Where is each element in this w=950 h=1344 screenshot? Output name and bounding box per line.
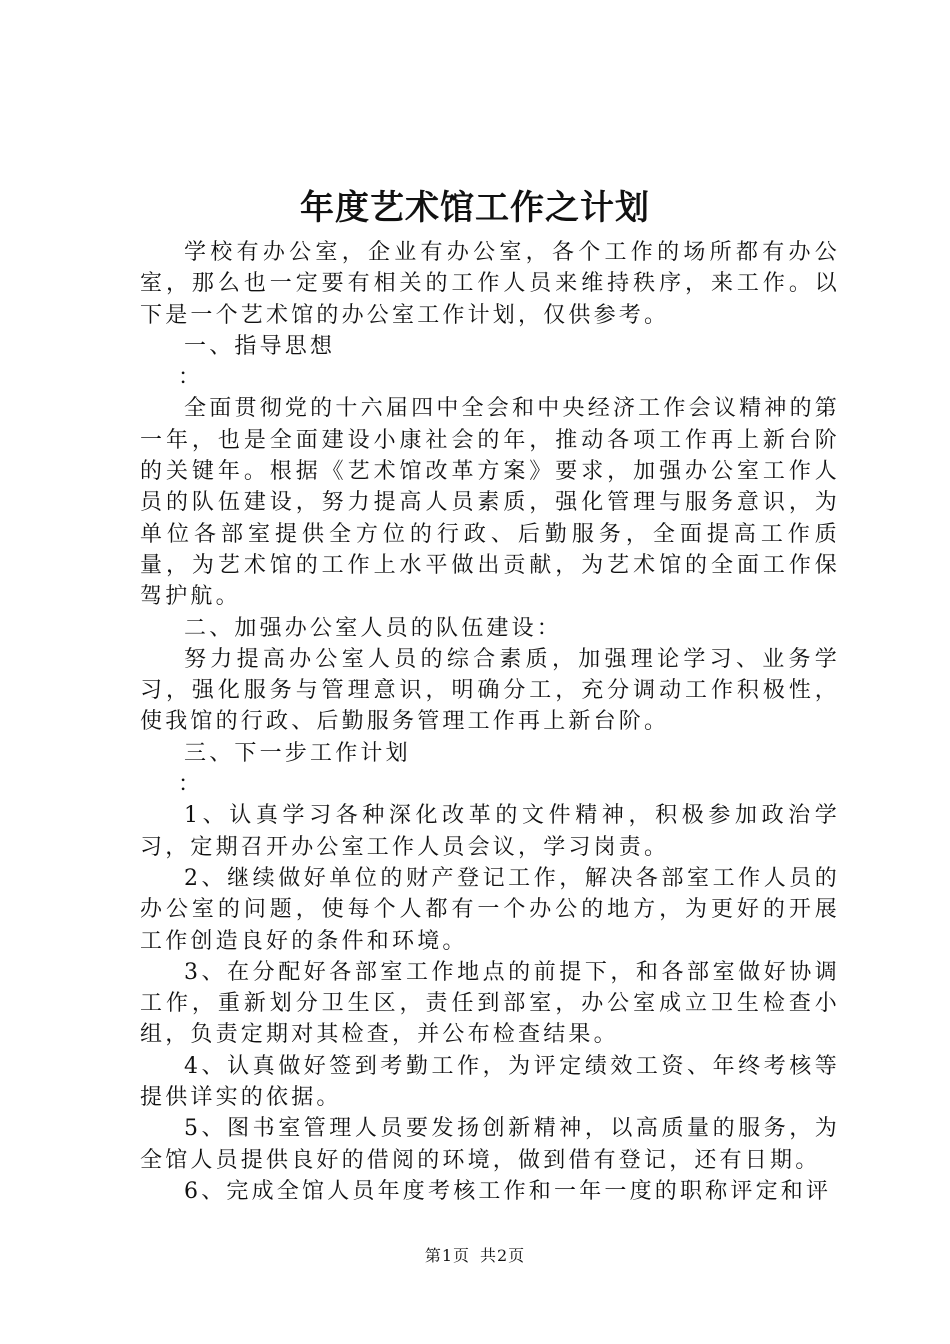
team-building-paragraph: 努力提高办公室人员的综合素质，加强理论学习、业务学习，强化服务与管理意识，明确分工，充分调动工作积极性，使我馆的行政、后勤服务管理工作再上新台阶。 — [140, 646, 840, 735]
guiding-thought-paragraph: 全面贯彻党的十六届四中全会和中央经济工作会议精神的第一年，也是全面建设小康社会的年，推动各项工作再上新台阶的关键年。根据《艺术馆改革方案》要求，加强办公室工作人员的队伍建设，努力提高人员素质，强化管理与服务意识，为单位各部室提供全方位的行政、后勤服务，全面提高工作质量，为艺术馆的工作上水平做出贡献，为艺术馆的全面工作保驾护航。 — [140, 396, 840, 610]
section-heading-next-plan: 三、下一步工作计划 — [184, 740, 411, 766]
plan-item-2: 2、继续做好单位的财产登记工作，解决各部室工作人员的办公室的问题，使每个人都有一个办公的地方，为更好的开展工作创造良好的条件和环境。 — [140, 865, 840, 954]
section-colon: ： — [178, 365, 204, 391]
plan-item-4: 4、认真做好签到考勤工作，为评定绩效工资、年终考核等提供详实的依据。 — [140, 1053, 840, 1111]
page-number: 第1页 — [424, 1246, 470, 1265]
plan-item-1: 1、认真学习各种深化改革的文件精神，积极参加政治学习，定期召开办公室工作人员会议，学习岗责。 — [140, 803, 840, 860]
document-body — [140, 237, 840, 1207]
page-footer — [0, 1244, 950, 1268]
plan-item-6: 6、完成全馆人员年度考核工作和一年一度的职称评定和评 — [184, 1178, 832, 1204]
section-colon: ： — [178, 772, 204, 798]
plan-item-5: 5、图书室管理人员要发扬创新精神，以高质量的服务，为全馆人员提供良好的借阅的环境，做到借有登记，还有日期。 — [140, 1116, 840, 1173]
section-heading-team-building: 二、加强办公室人员的队伍建设： — [184, 615, 563, 641]
document-title: 年度艺术馆工作之计划 — [300, 188, 650, 228]
plan-item-3: 3、在分配好各部室工作地点的前提下，和各部室做好协调工作，重新划分卫生区，责任到部室，办公室成立卫生检查小组，负责定期对其检查，并公布检查结果。 — [140, 959, 840, 1048]
intro-paragraph: 学校有办公室，企业有办公室，各个工作的场所都有办公室，那么也一定要有相关的工作人员来维持秩序，来工作。以下是一个艺术馆的办公室工作计划，仅供参考。 — [140, 240, 840, 328]
section-heading-guiding-thought: 一、指导思想 — [184, 333, 336, 359]
page-total: 共2页 — [480, 1246, 526, 1265]
